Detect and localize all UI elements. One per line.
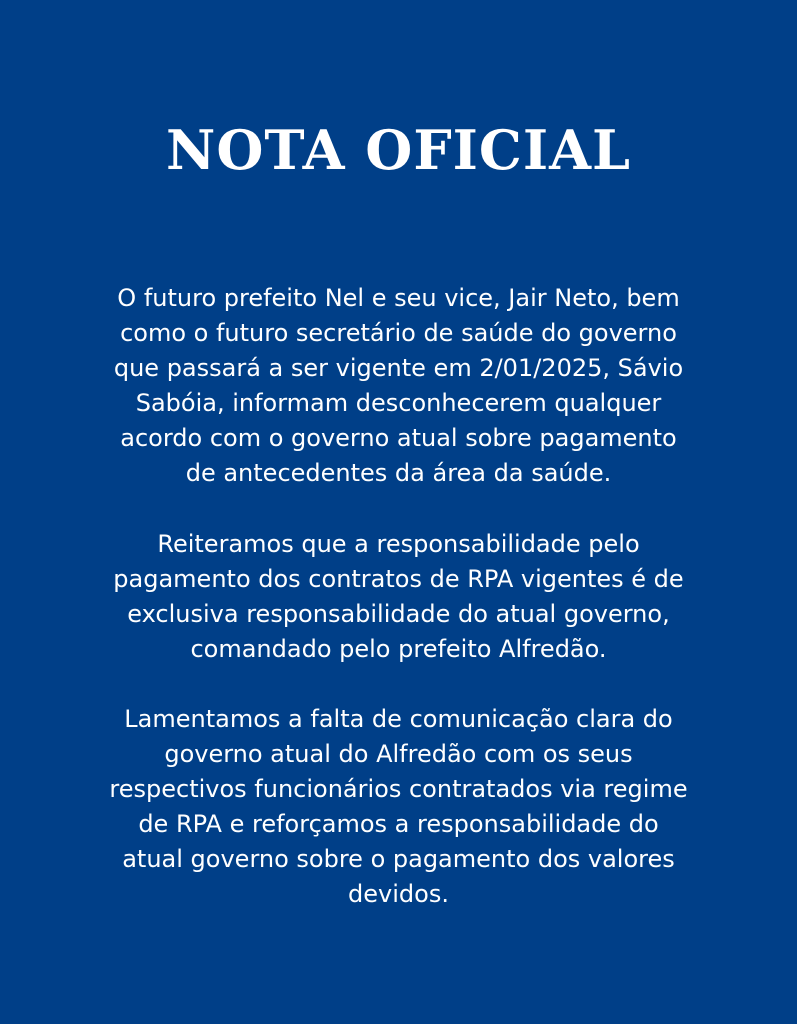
- paragraph-line: de RPA e reforçamos a responsabilidade do: [138, 810, 659, 838]
- paragraph-line: respectivos funcionários contratados via regime: [109, 775, 688, 803]
- paragraph-line: de antecedentes da área da saúde.: [185, 459, 612, 487]
- paragraph-line: exclusiva responsabilidade do atual governo,: [127, 600, 670, 628]
- note-paragraph-2: [90, 527, 707, 667]
- paragraph-line: Reiteramos que a responsabilidade pelo: [157, 530, 640, 558]
- note-paragraph-1: [90, 281, 707, 491]
- paragraph-line: como o futuro secretário de saúde do governo: [120, 319, 677, 347]
- note-paragraph-3: [90, 702, 707, 912]
- paragraph-line: comandado pelo prefeito Alfredão.: [190, 635, 607, 663]
- page-title: NOTA OFICIAL: [165, 118, 632, 182]
- paragraph-line: que passará a ser vigente em 2/01/2025, Sávio: [113, 354, 684, 382]
- paragraph-line: devidos.: [348, 880, 449, 908]
- paragraph-line: governo atual do Alfredão com os seus: [164, 740, 633, 768]
- paragraph-line: Lamentamos a falta de comunicação clara do: [124, 705, 673, 733]
- paragraph-line: O futuro prefeito Nel e seu vice, Jair Neto, bem: [117, 284, 680, 312]
- paragraph-line: atual governo sobre o pagamento dos valores: [122, 845, 675, 873]
- paragraph-line: pagamento dos contratos de RPA vigentes é de: [113, 565, 684, 593]
- paragraph-line: Sabóia, informam desconhecerem qualquer: [135, 389, 662, 417]
- paragraph-line: acordo com o governo atual sobre pagamento: [120, 424, 677, 452]
